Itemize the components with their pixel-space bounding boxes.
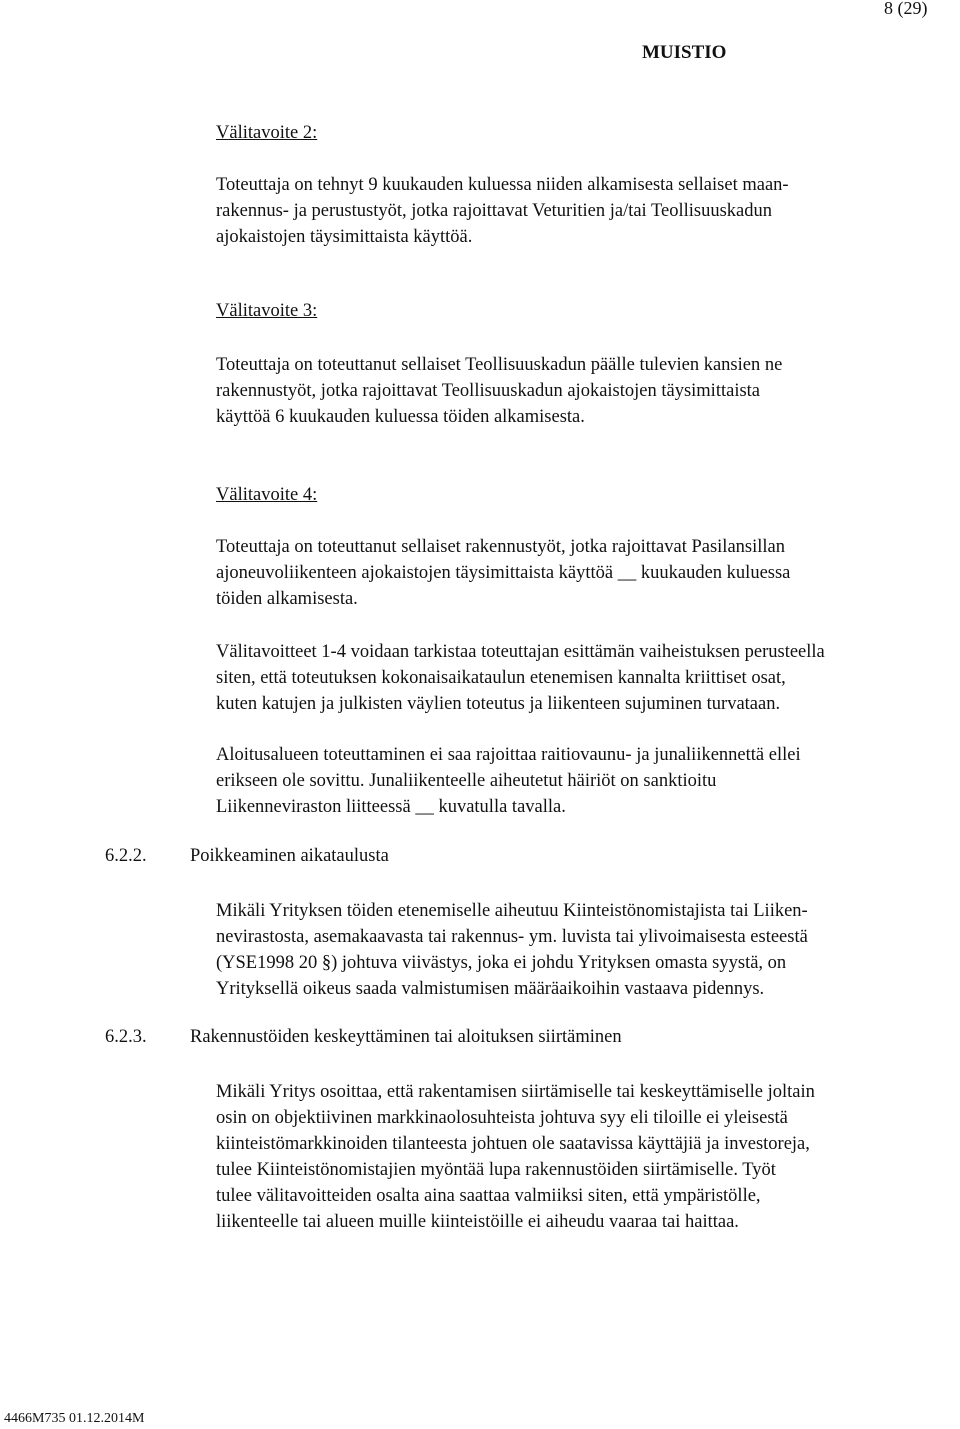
work-suspension-paragraph	[216, 1079, 951, 1235]
text-line: Toteuttaja on toteuttanut sellaiset rakennustyöt, jotka rajoittavat Pasilansillan	[216, 537, 785, 557]
page-number: 8 (29)	[884, 0, 928, 18]
text-line: Mikäli Yritys osoittaa, että rakentamisen siirtämiselle tai keskeyttämiselle joltain	[216, 1082, 815, 1102]
milestone-4-heading: Välitavoite 4:	[216, 485, 318, 505]
text-line: nevirastosta, asemakaavasta tai rakennus- ym. luvista tai ylivoimaisesta esteestä	[216, 927, 808, 947]
section-title: Poikkeaminen aikataulusta	[190, 846, 389, 866]
section-number: 6.2.3.	[105, 1027, 147, 1047]
text-line: Välitavoitteet 1-4 voidaan tarkistaa toteuttajan esittämän vaiheistuksen perusteella	[216, 642, 825, 662]
milestone-2-heading: Välitavoite 2:	[216, 123, 318, 143]
text-line: Toteuttaja on toteuttanut sellaiset Teollisuuskadun päälle tulevien kansien ne	[216, 355, 783, 375]
milestone-2-paragraph	[216, 172, 951, 250]
text-line: kuten katujen ja julkisten väylien toteutus ja liikenteen sujuminen turvataan.	[216, 694, 781, 714]
milestone-3-paragraph	[216, 352, 951, 430]
text-line: Toteuttaja on tehnyt 9 kuukauden kuluessa niiden alkamisesta sellaiset maan-	[216, 175, 789, 195]
text-line: (YSE1998 20 §) johtuva viivästys, joka ei johdu Yrityksen omasta syystä, on	[216, 953, 787, 973]
text-line: käyttöä 6 kuukauden kuluessa töiden alkamisesta.	[216, 407, 585, 427]
milestone-4-paragraph	[216, 534, 951, 612]
text-line: Aloitusalueen toteuttaminen ei saa rajoittaa raitiovaunu- ja junaliikennettä ellei	[216, 745, 801, 765]
text-line: Mikäli Yrityksen töiden etenemiselle aiheutuu Kiinteistönomistajista tai Liiken-	[216, 901, 808, 921]
text-line: tulee välitavoitteiden osalta aina saattaa valmiiksi siten, että ympäristölle,	[216, 1186, 761, 1206]
milestone-3-heading: Välitavoite 3:	[216, 301, 318, 321]
section-number: 6.2.2.	[105, 846, 147, 866]
start-area-paragraph	[216, 742, 951, 820]
text-line: ajokaistojen täysimittaista käyttöä.	[216, 227, 473, 247]
text-line: tulee Kiinteistönomistajien myöntää lupa rakennustöiden siirtämiselle. Työt	[216, 1160, 776, 1180]
section-title: Rakennustöiden keskeyttäminen tai aloituksen siirtäminen	[190, 1027, 622, 1047]
text-line: Liikenneviraston liitteessä __ kuvatulla tavalla.	[216, 797, 566, 817]
schedule-deviation-paragraph	[216, 898, 951, 1002]
document-type-title: MUISTIO	[642, 42, 727, 63]
text-line: erikseen ole sovittu. Junaliikenteelle aiheutetut häiriöt on sanktioitu	[216, 771, 717, 791]
text-line: kiinteistömarkkinoiden tilanteesta johtuen ole saatavissa käyttäjiä ja investoreja,	[216, 1134, 810, 1154]
text-line: liikenteelle tai alueen muille kiinteistöille ei aiheudu vaaraa tai haittaa.	[216, 1212, 739, 1232]
text-line: ajoneuvoliikenteen ajokaistojen täysimittaista käyttöä __ kuukauden kuluessa	[216, 563, 791, 583]
text-line: rakennus- ja perustustyöt, jotka rajoittavat Veturitien ja/tai Teollisuuskadun	[216, 201, 772, 221]
text-line: osin on objektiivinen markkinaolosuhteista johtuva syy eli tiloille ei yleisestä	[216, 1108, 788, 1128]
milestones-review-paragraph	[216, 639, 951, 717]
text-line: rakennustyöt, jotka rajoittavat Teollisuuskadun ajokaistojen täysimittaista	[216, 381, 761, 401]
document-code-footer: 4466M735 01.12.2014M	[4, 1411, 145, 1426]
text-line: Yrityksellä oikeus saada valmistumisen määräaikoihin vastaava pidennys.	[216, 979, 765, 999]
text-line: siten, että toteutuksen kokonaisaikataulun etenemisen kannalta kriittiset osat,	[216, 668, 786, 688]
text-line: töiden alkamisesta.	[216, 589, 358, 609]
